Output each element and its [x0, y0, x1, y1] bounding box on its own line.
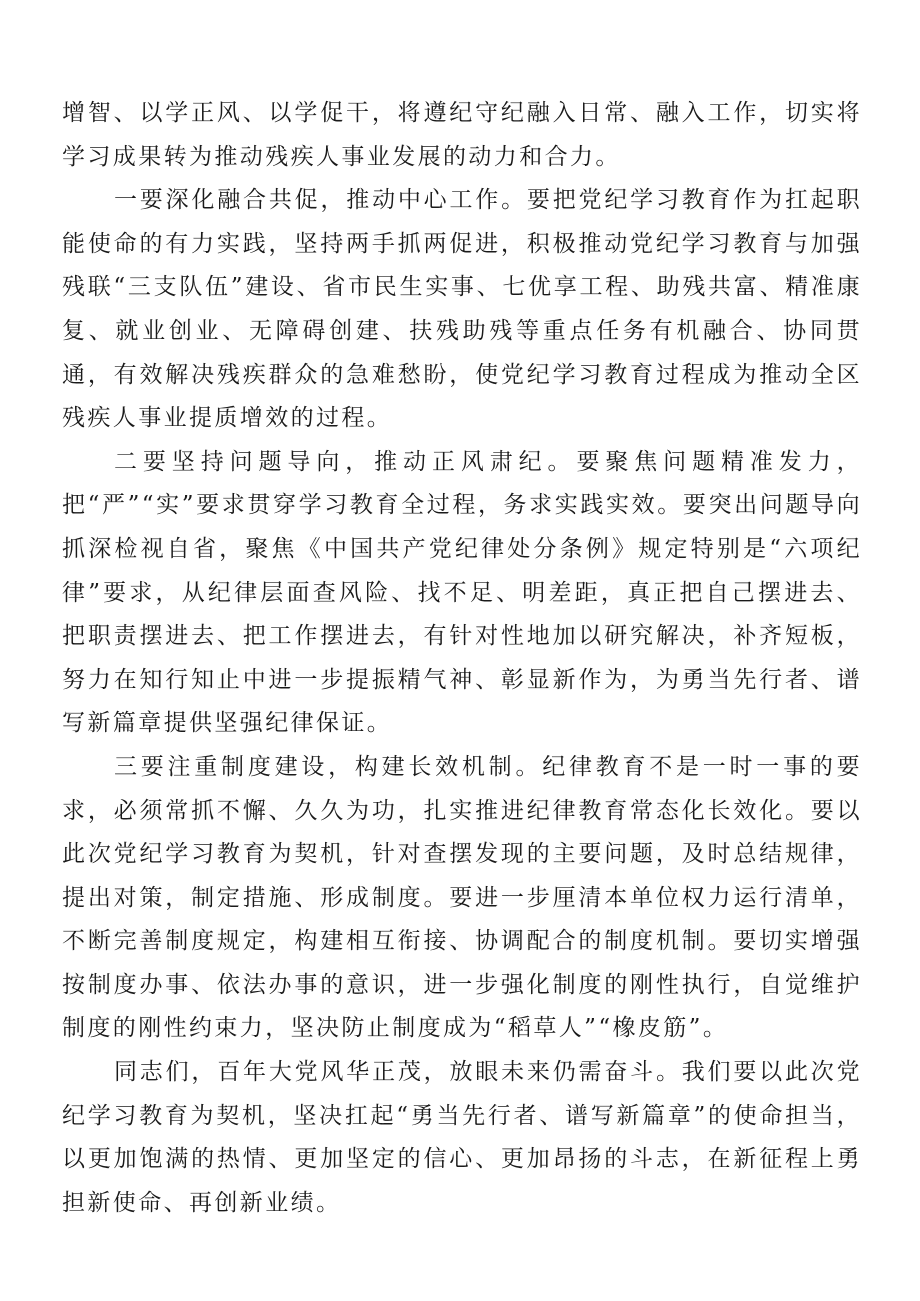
paragraph-intro-continuation: 增智、以学正风、以学促干，将遵纪守纪融入日常、融入工作，切实将学习成果转为推动残疾人事业发展的动力和合力。: [62, 100, 862, 170]
paragraph-point-three: 三要注重制度建设，构建长效机制。纪律教育不是一时一事的要求，必须常抓不懈、久久为功，扎实推进纪律教育常态化长效化。要以此次党纪学习教育为契机，针对查摆发现的主要问题，及时总结规律，提出对策，制定措施、形成制度。要进一步厘清本单位权力运行清单，不断完善制度规定，构建相互衔接、协调配合的制度机制。要切实增强按制度办事、依法办事的意识，进一步强化制度的刚性执行，自觉维护制度的刚性约束力，坚决防止制度成为“稻草人”“橡皮筋”。: [62, 753, 862, 1042]
document-body: [62, 92, 862, 1225]
paragraph-point-one: 一要深化融合共促，推动中心工作。要把党纪学习教育作为扛起职能使命的有力实践，坚持两手抓两促进，积极推动党纪学习教育与加强残联“三支队伍”建设、省市民生实事、七优享工程、助残共富、精准康复、就业创业、无障碍创建、扶残助残等重点任务有机融合、协同贯通，有效解决残疾群众的急难愁盼，使党纪学习教育过程成为推动全区残疾人事业提质增效的过程。: [62, 187, 862, 432]
paragraph-conclusion: 同志们，百年大党风华正茂，放眼未来仍需奋斗。我们要以此次党纪学习教育为契机，坚决扛起“勇当先行者、谱写新篇章”的使命担当，以更加饱满的热情、更加坚定的信心、更加昂扬的斗志，在新征程上勇担新使命、再创新业绩。: [62, 1059, 862, 1216]
paragraph-point-two: 二要坚持问题导向，推动正风肃纪。要聚焦问题精准发力，把“严”“实”要求贯穿学习教育全过程，务求实践实效。要突出问题导向抓深检视自省，聚焦《中国共产党纪律处分条例》规定特别是“六项纪律”要求，从纪律层面查风险、找不足、明差距，真正把自己摆进去、把职责摆进去、把工作摆进去，有针对性地加以研究解决，补齐短板，努力在知行知止中进一步提振精气神、彰显新作为，为勇当先行者、谱写新篇章提供坚强纪律保证。: [62, 448, 862, 737]
